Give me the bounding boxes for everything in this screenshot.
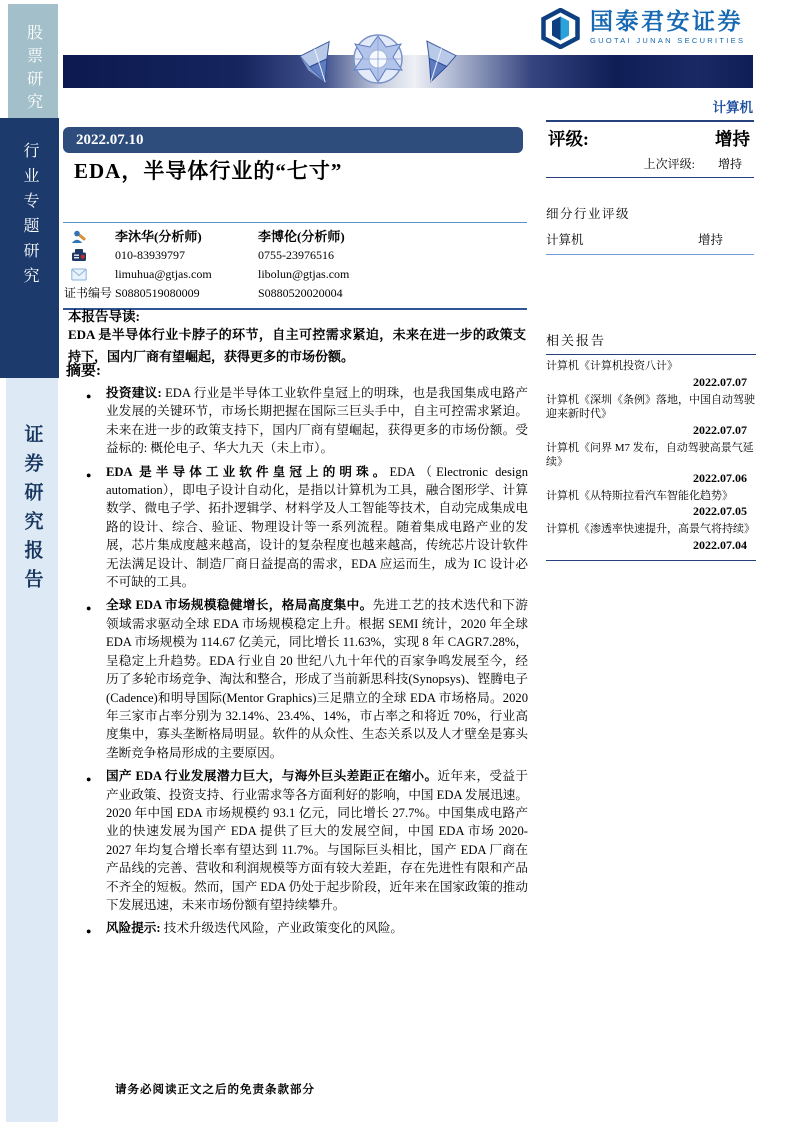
related-report-item bbox=[546, 393, 756, 438]
brand-name-en: GUOTAI JUNAN SECURITIES bbox=[590, 36, 746, 45]
bullet-lead: 国产 EDA 行业发展潜力巨大，与海外巨头差距正在缩小。 bbox=[106, 769, 438, 784]
related-report-title: 计算机《计算机投资八计》 bbox=[546, 360, 678, 372]
disclaimer-footer: 请务必阅读正文之后的免责条款部分 bbox=[115, 1084, 315, 1096]
intro-heading: 本报告导读: bbox=[68, 309, 140, 324]
prev-rating-value: 增持 bbox=[717, 157, 742, 171]
bullet-item bbox=[85, 919, 528, 937]
rating-label: 评级: bbox=[548, 129, 589, 149]
analyst-pen-icon bbox=[63, 228, 115, 245]
related-report-item bbox=[546, 489, 756, 520]
bullet-lead: 投资建议: bbox=[106, 386, 166, 400]
guotai-junan-hexagon-icon bbox=[540, 8, 581, 54]
brand-name-cn: 国泰君安证券 bbox=[590, 8, 743, 34]
report-date-bar: 2022.07.10 bbox=[63, 127, 523, 153]
related-reports-panel bbox=[546, 330, 756, 561]
bullet-item bbox=[85, 767, 528, 914]
related-report-date: 2022.07.05 bbox=[693, 504, 747, 518]
rating-value: 增持 bbox=[715, 129, 750, 149]
related-report-title: 计算机《深圳《条例》落地，中国自动驾驶迎来新时代》 bbox=[546, 393, 755, 420]
related-report-title: 计算机《问界 M7 发布，自动驾驶高景气延续》 bbox=[546, 441, 754, 468]
related-report-date: 2022.07.07 bbox=[693, 374, 747, 389]
bullet-lead: 风险提示: bbox=[106, 921, 164, 936]
abstract-bullet-list bbox=[85, 384, 528, 943]
sidebar-segment-securities-research bbox=[6, 378, 58, 1122]
sidebar-label: 股票研究 bbox=[24, 24, 42, 116]
bullet-text: 技术升级迭代风险，产业政策变化的风险。 bbox=[163, 921, 403, 936]
analyst-name: 李沐华(分析师) bbox=[115, 229, 202, 244]
related-report-date: 2022.07.06 bbox=[693, 470, 747, 485]
analysts-table bbox=[63, 222, 527, 310]
analyst-email: limuhua@gtjas.com bbox=[115, 267, 212, 281]
related-report-item bbox=[546, 522, 756, 553]
industry-tag: 计算机 bbox=[712, 100, 753, 115]
analyst-cert: S0880519080009 bbox=[115, 286, 200, 300]
related-report-title: 计算机《渗透率快速提升，高景气将持续》 bbox=[546, 523, 755, 535]
sub-rating-name: 计算机 bbox=[546, 233, 584, 247]
analyst-email: libolun@gtjas.com bbox=[258, 267, 350, 281]
diamonds-icon bbox=[293, 31, 463, 89]
report-title: EDA，半导体行业的“七寸” bbox=[74, 159, 343, 183]
brand-logo bbox=[540, 8, 745, 54]
sub-rating-value: 增持 bbox=[698, 233, 724, 247]
related-report-date: 2022.07.04 bbox=[693, 537, 747, 552]
related-report-title: 计算机《从特斯拉看汽车智能化趋势》 bbox=[546, 489, 733, 502]
rating-panel bbox=[546, 120, 754, 255]
bullet-text: EDA 行业是半导体工业软件皇冠上的明珠，也是我国集成电路产业发展的关键环节，市场长期把握在国际三巨头手中，自主可控需求紧迫。未来在进一步的政策支持下，国内厂商有望崛起，获得更多的市场份额。受益标的: 概伦电子、华大九天（未上市）。 bbox=[106, 386, 528, 456]
sidebar-segment-stock-research bbox=[8, 4, 58, 118]
prev-rating-label: 上次评级: bbox=[643, 157, 695, 171]
related-report-item bbox=[546, 359, 756, 390]
phone-icon bbox=[63, 247, 115, 264]
bullet-lead: EDA 是半导体工业软件皇冠上的明珠。 bbox=[106, 464, 390, 479]
bullet-item bbox=[85, 463, 528, 592]
bullet-text: 先进工艺的技术迭代和下游领域需求驱动全球 EDA 市场规模稳定上升。根据 SEMI 统计，2020 年全球 EDA 市场规模为 114.67 亿美元，同比增长 11.63%，实现 8 年 CAGR7.28%，呈稳定上升趋势。EDA 行业自 20 世纪八九十年代的百家争鸣发展至今，经历了多轮市场竞争、淘汰和整合，形成了当前新思科技(Synopsys)、铿腾电子(Cadence)和明导国际(Mentor Graphics)三足鼎立的全球 EDA 市场格局。2020 年三家市占率分别为 32.14%、23.4%、14%，市占率之和将近 70%，行业高度集中，寡头垄断格局明显。软件的从众性、生态关系以及人才壁垒是寡头垄断竞争格局形成的主要原因。 bbox=[106, 598, 529, 760]
sidebar-label: 证券研究报告 bbox=[21, 424, 43, 598]
bullet-lead: 全球 EDA 市场规模稳健增长，格局高度集中。 bbox=[106, 598, 373, 613]
sidebar-segment-industry-topic bbox=[0, 118, 59, 378]
related-reports-heading: 相关报告 bbox=[546, 330, 756, 355]
abstract-heading: 摘要: bbox=[66, 363, 101, 379]
related-report-date: 2022.07.07 bbox=[693, 422, 747, 437]
intro-body: EDA 是半导体行业卡脖子的环节，自主可控需求紧迫，未来在进一步的政策支持下，国内厂商有望崛起，获得更多的市场份额。 bbox=[68, 327, 526, 364]
cert-label: 证书编号 bbox=[64, 286, 113, 300]
related-report-item bbox=[546, 441, 756, 486]
bullet-text: EDA（Electronic design automation），即电子设计自动化，是指以计算机为工具，融合图形学、计算数学、微电子学、拓扑逻辑学、材料学及人工智能等技术，自动完成集成电路的设计、综合、验证、物理设计等一系列流程。随着集成电路产业的发展，芯片集成度越来越高，设计的复杂程度也越来越高，传统芯片设计软件无法满足设计、制造厂商日益提高的需求，EDA 应运而生，成为 IC 设计必不可缺的工具。 bbox=[106, 464, 528, 590]
analyst-name: 李博伦(分析师) bbox=[258, 229, 345, 244]
bullet-item bbox=[85, 596, 528, 762]
analyst-phone: 010-83939797 bbox=[115, 248, 185, 262]
sub-rating-heading: 细分行业评级 bbox=[546, 207, 631, 221]
sub-rating-row bbox=[546, 230, 754, 255]
analyst-phone: 0755-23976516 bbox=[258, 248, 334, 262]
analyst-cert: S0880520020004 bbox=[258, 286, 343, 300]
bullet-text: 近年来，受益于产业政策、投资支持、行业需求等各方面利好的影响，中国 EDA 发展迅速。2020 年中国 EDA 市场规模约 93.1 亿元，同比增长 27.7%。中国集成电路产业的快速发展为国产 EDA 提供了巨大的发展空间，中国 EDA 市场 2020-2027 年均复合增长率有望达到 11.7%。与国际巨头相比，国产 EDA 厂商在产品线的完善、营收和利润规模等方面有较大差距，存在先进性有限和产品不齐全的短板。然而，国产 EDA 仍处于起步阶段，近年来在国家政策的推动下发展迅速，未来市场份额有望持续攀升。 bbox=[106, 769, 528, 912]
bullet-item bbox=[85, 384, 528, 458]
sidebar-label: 行业专题研究 bbox=[21, 142, 38, 292]
envelope-icon bbox=[63, 266, 115, 283]
